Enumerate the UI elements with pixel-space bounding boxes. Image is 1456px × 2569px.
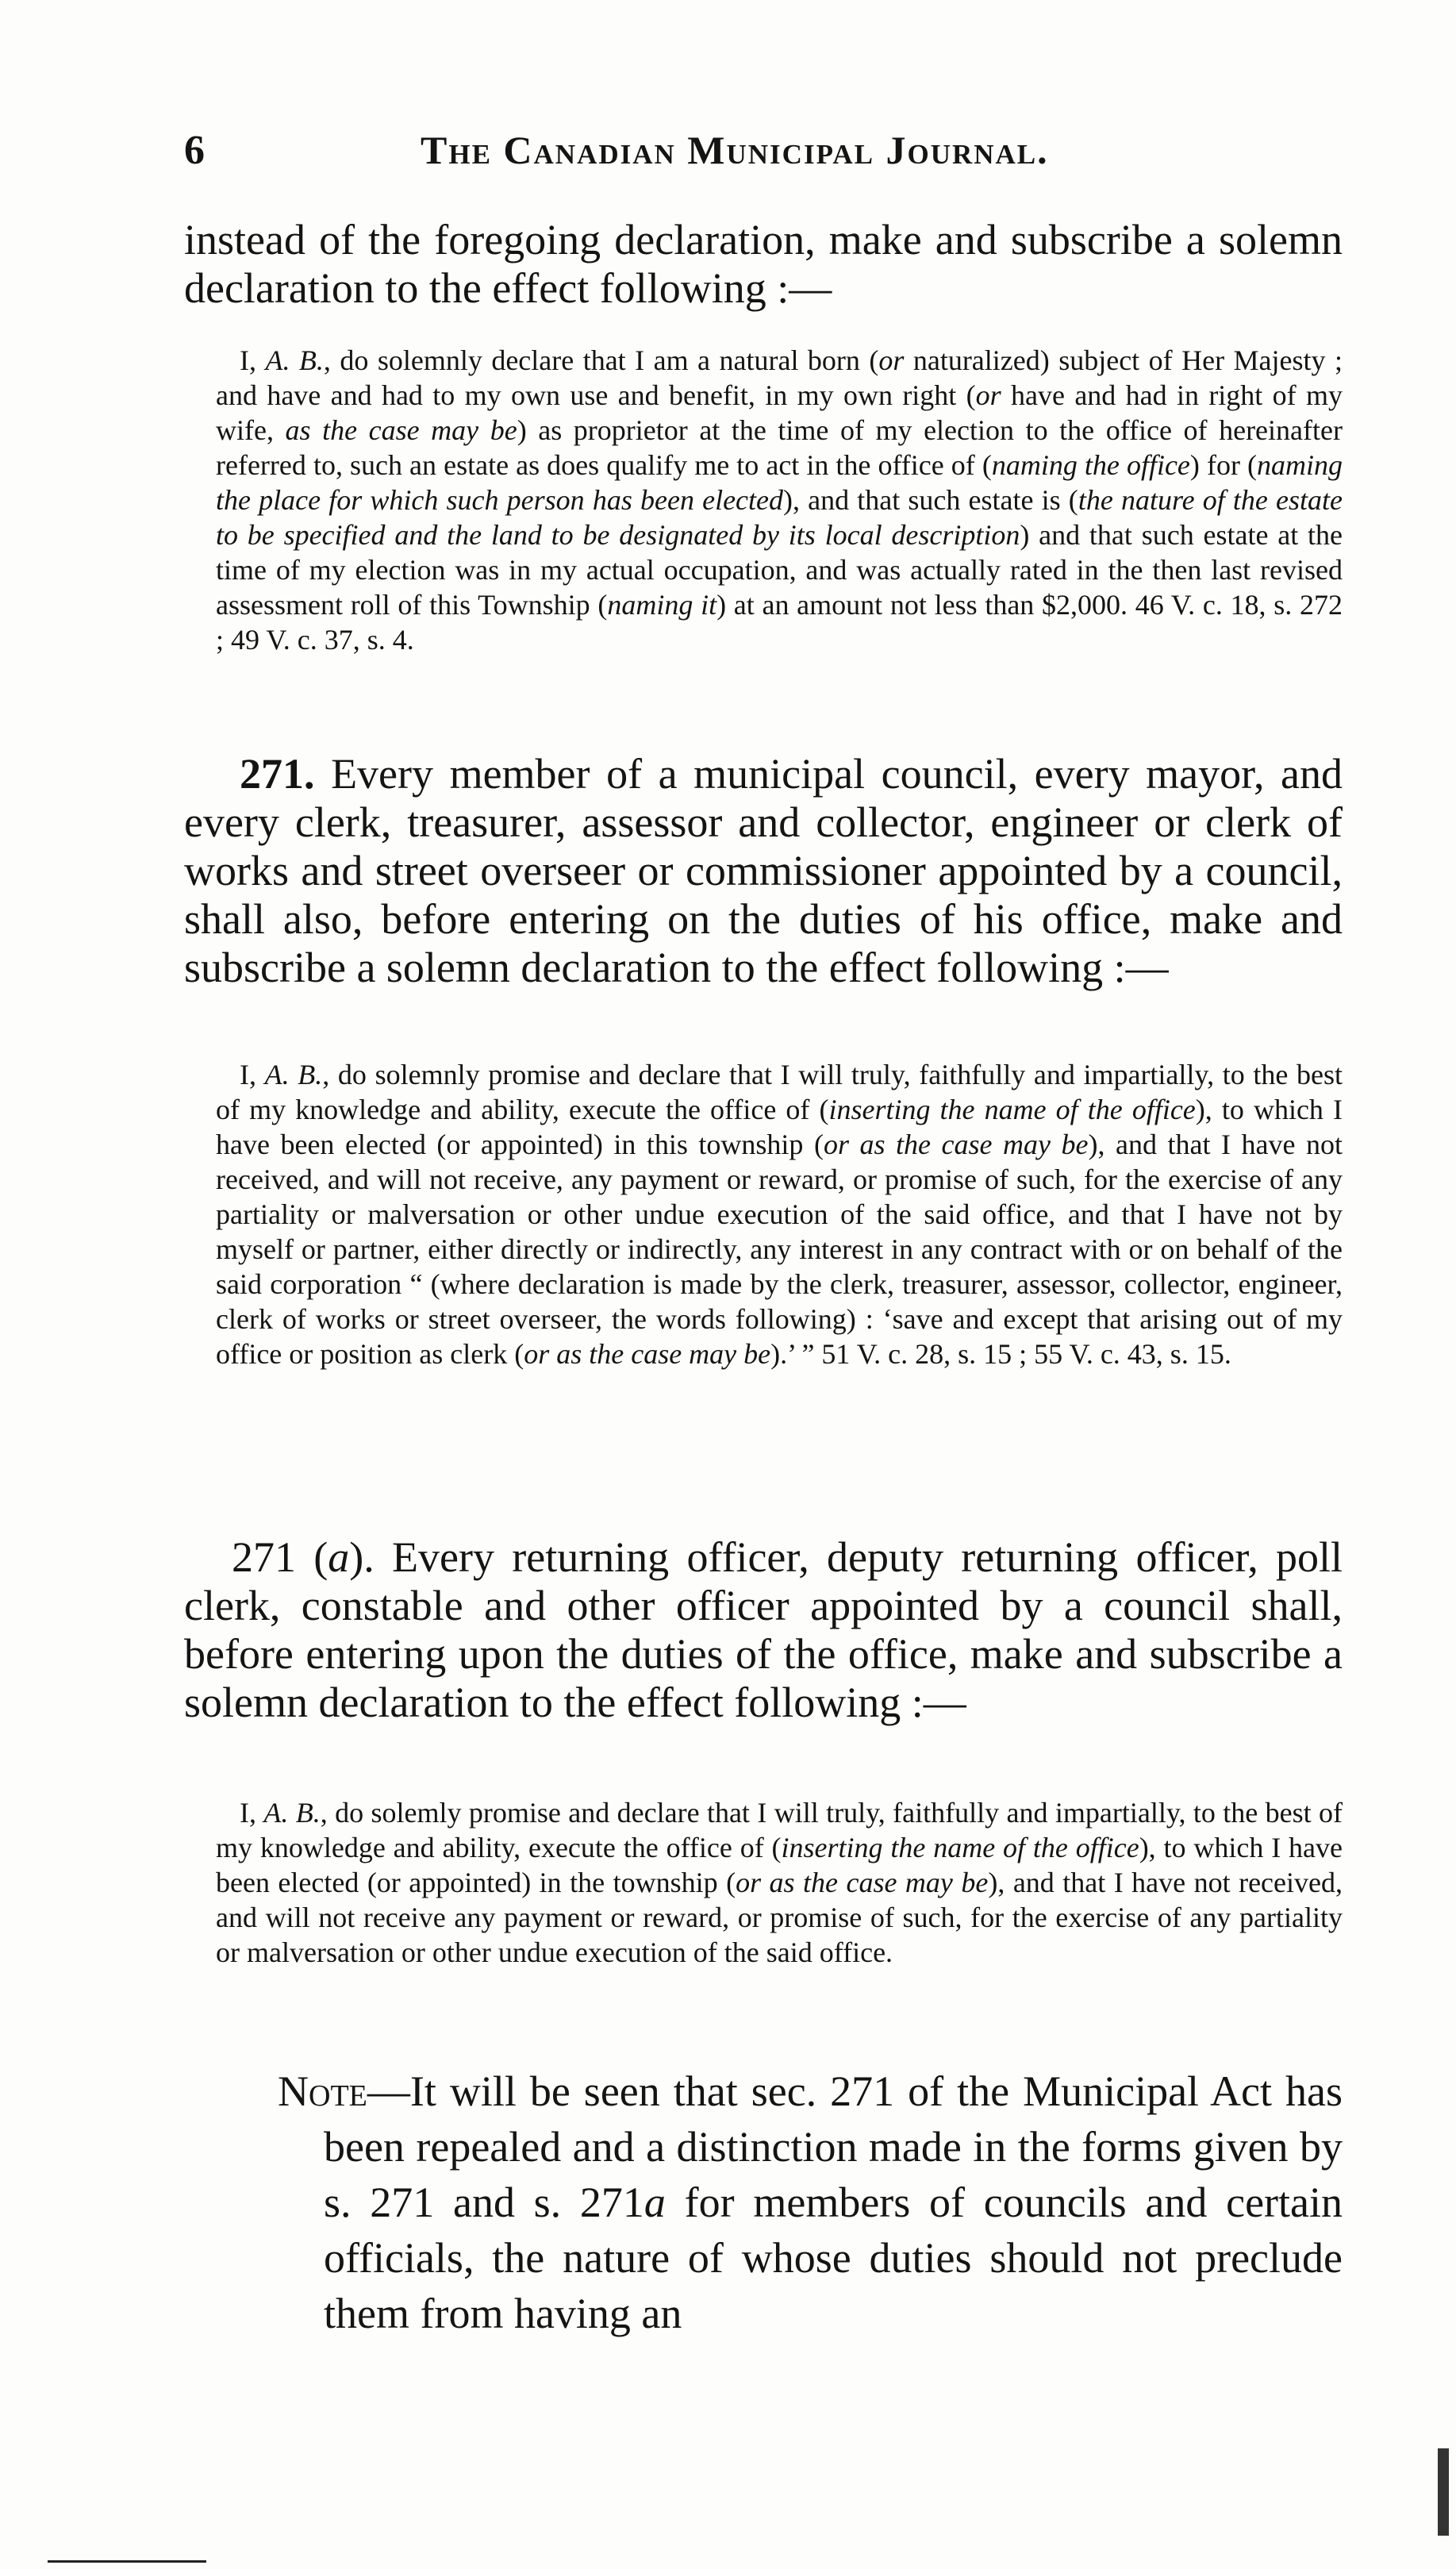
journal-title: The Canadian Municipal Journal. bbox=[421, 128, 1049, 172]
note-paragraph bbox=[278, 2063, 1343, 2341]
form-271-text: I, A. B., do solemnly promise and declare that I will truly, faithfully and impartially, to the best of my knowledge and ability, execute the office of (inserting the name of the office), to which I have been elected (or appointed) in this township (or as the case may be), and that I have not received, and will not receive, any payment or reward, or promise of such, for the exercise of any partiality or malversation or other undue execution of the said office, and that I have not by myself or partner, either directly or indirectly, any interest in any contract with or on behalf of the said corporation “ (where declaration is made by the clerk, treasurer, assessor, collector, engineer, clerk of works or street overseer, the words following) : ‘save and except that arising out of my office or position as clerk (or as the case may be).’ ” 51 V. c. 28, s. 15 ; 55 V. c. 43, s. 15. bbox=[216, 1059, 1343, 1370]
section-271 bbox=[184, 750, 1343, 992]
section-number-271: 271. bbox=[240, 750, 315, 798]
declaration-form-271 bbox=[184, 1057, 1343, 1371]
section-271a bbox=[184, 1533, 1343, 1727]
intro-text: instead of the foregoing declaration, make and subscribe a solemn declaration to the effect following :— bbox=[184, 216, 1343, 312]
note-label: Note bbox=[278, 2067, 367, 2115]
page-header bbox=[184, 127, 1343, 183]
section-number-271a: 271 (a). bbox=[232, 1533, 375, 1581]
declaration-form-270 bbox=[184, 343, 1343, 657]
form-271a-text: I, A. B., do solemly promise and declare that I will truly, faithfully and impartially, to the best of my knowledge and ability, execute the office of (inserting the name of the office), to which I have been elected (or appointed) in the township (or as the case may be), and that I have not received, and will not receive any payment or reward, or promise of such, for the exercise of any partiality or malversation or other undue execution of the said office. bbox=[216, 1797, 1343, 1968]
section-271a-text: Every returning officer, deputy returning officer, poll clerk, constable and other officer appointed by a council shall, before entering upon the duties of the office, make and subscribe a solemn declaration to the effect following :— bbox=[184, 1533, 1343, 1726]
note-text: Note—It will be seen that sec. 271 of the Municipal Act has been repealed and a distinction made in the forms given by s. 271 and s. 271a for members of councils and certain officials, the nature of whose duties should not preclude them from having an bbox=[278, 2067, 1343, 2337]
page-number: 6 bbox=[184, 128, 205, 173]
section-271-text: Every member of a municipal council, every mayor, and every clerk, treasurer, assessor and collector, engineer or clerk of works and street overseer or commissioner appointed by a council, shall also, before entering on the duties of his office, make and subscribe a solemn declaration to the effect following :— bbox=[184, 750, 1343, 991]
bottom-edge-rule bbox=[48, 2560, 206, 2563]
intro-paragraph bbox=[184, 216, 1343, 313]
form-270-text: I, A. B., do solemnly declare that I am a natural born (or naturalized) subject of Her Majesty ; and have and had to my own use and benefit, in my own right (or have and had in right of my wife, as the case may be) as proprietor at the time of my election to the office of hereinafter referred to, such an estate as does qualify me to act in the office of (naming the office) for (naming the place for which such person has been elected), and that such estate is (the nature of the estate to be specified and the land to be designated by its local description) and that such estate at the time of my election was in my actual occupation, and was actually rated in the then last revised assessment roll of this Township (naming it) at an amount not less than $2,000. 46 V. c. 18, s. 272 ; 49 V. c. 37, s. 4. bbox=[216, 344, 1343, 656]
page-edge-mark bbox=[1438, 2448, 1449, 2536]
declaration-form-271a bbox=[184, 1795, 1343, 1970]
